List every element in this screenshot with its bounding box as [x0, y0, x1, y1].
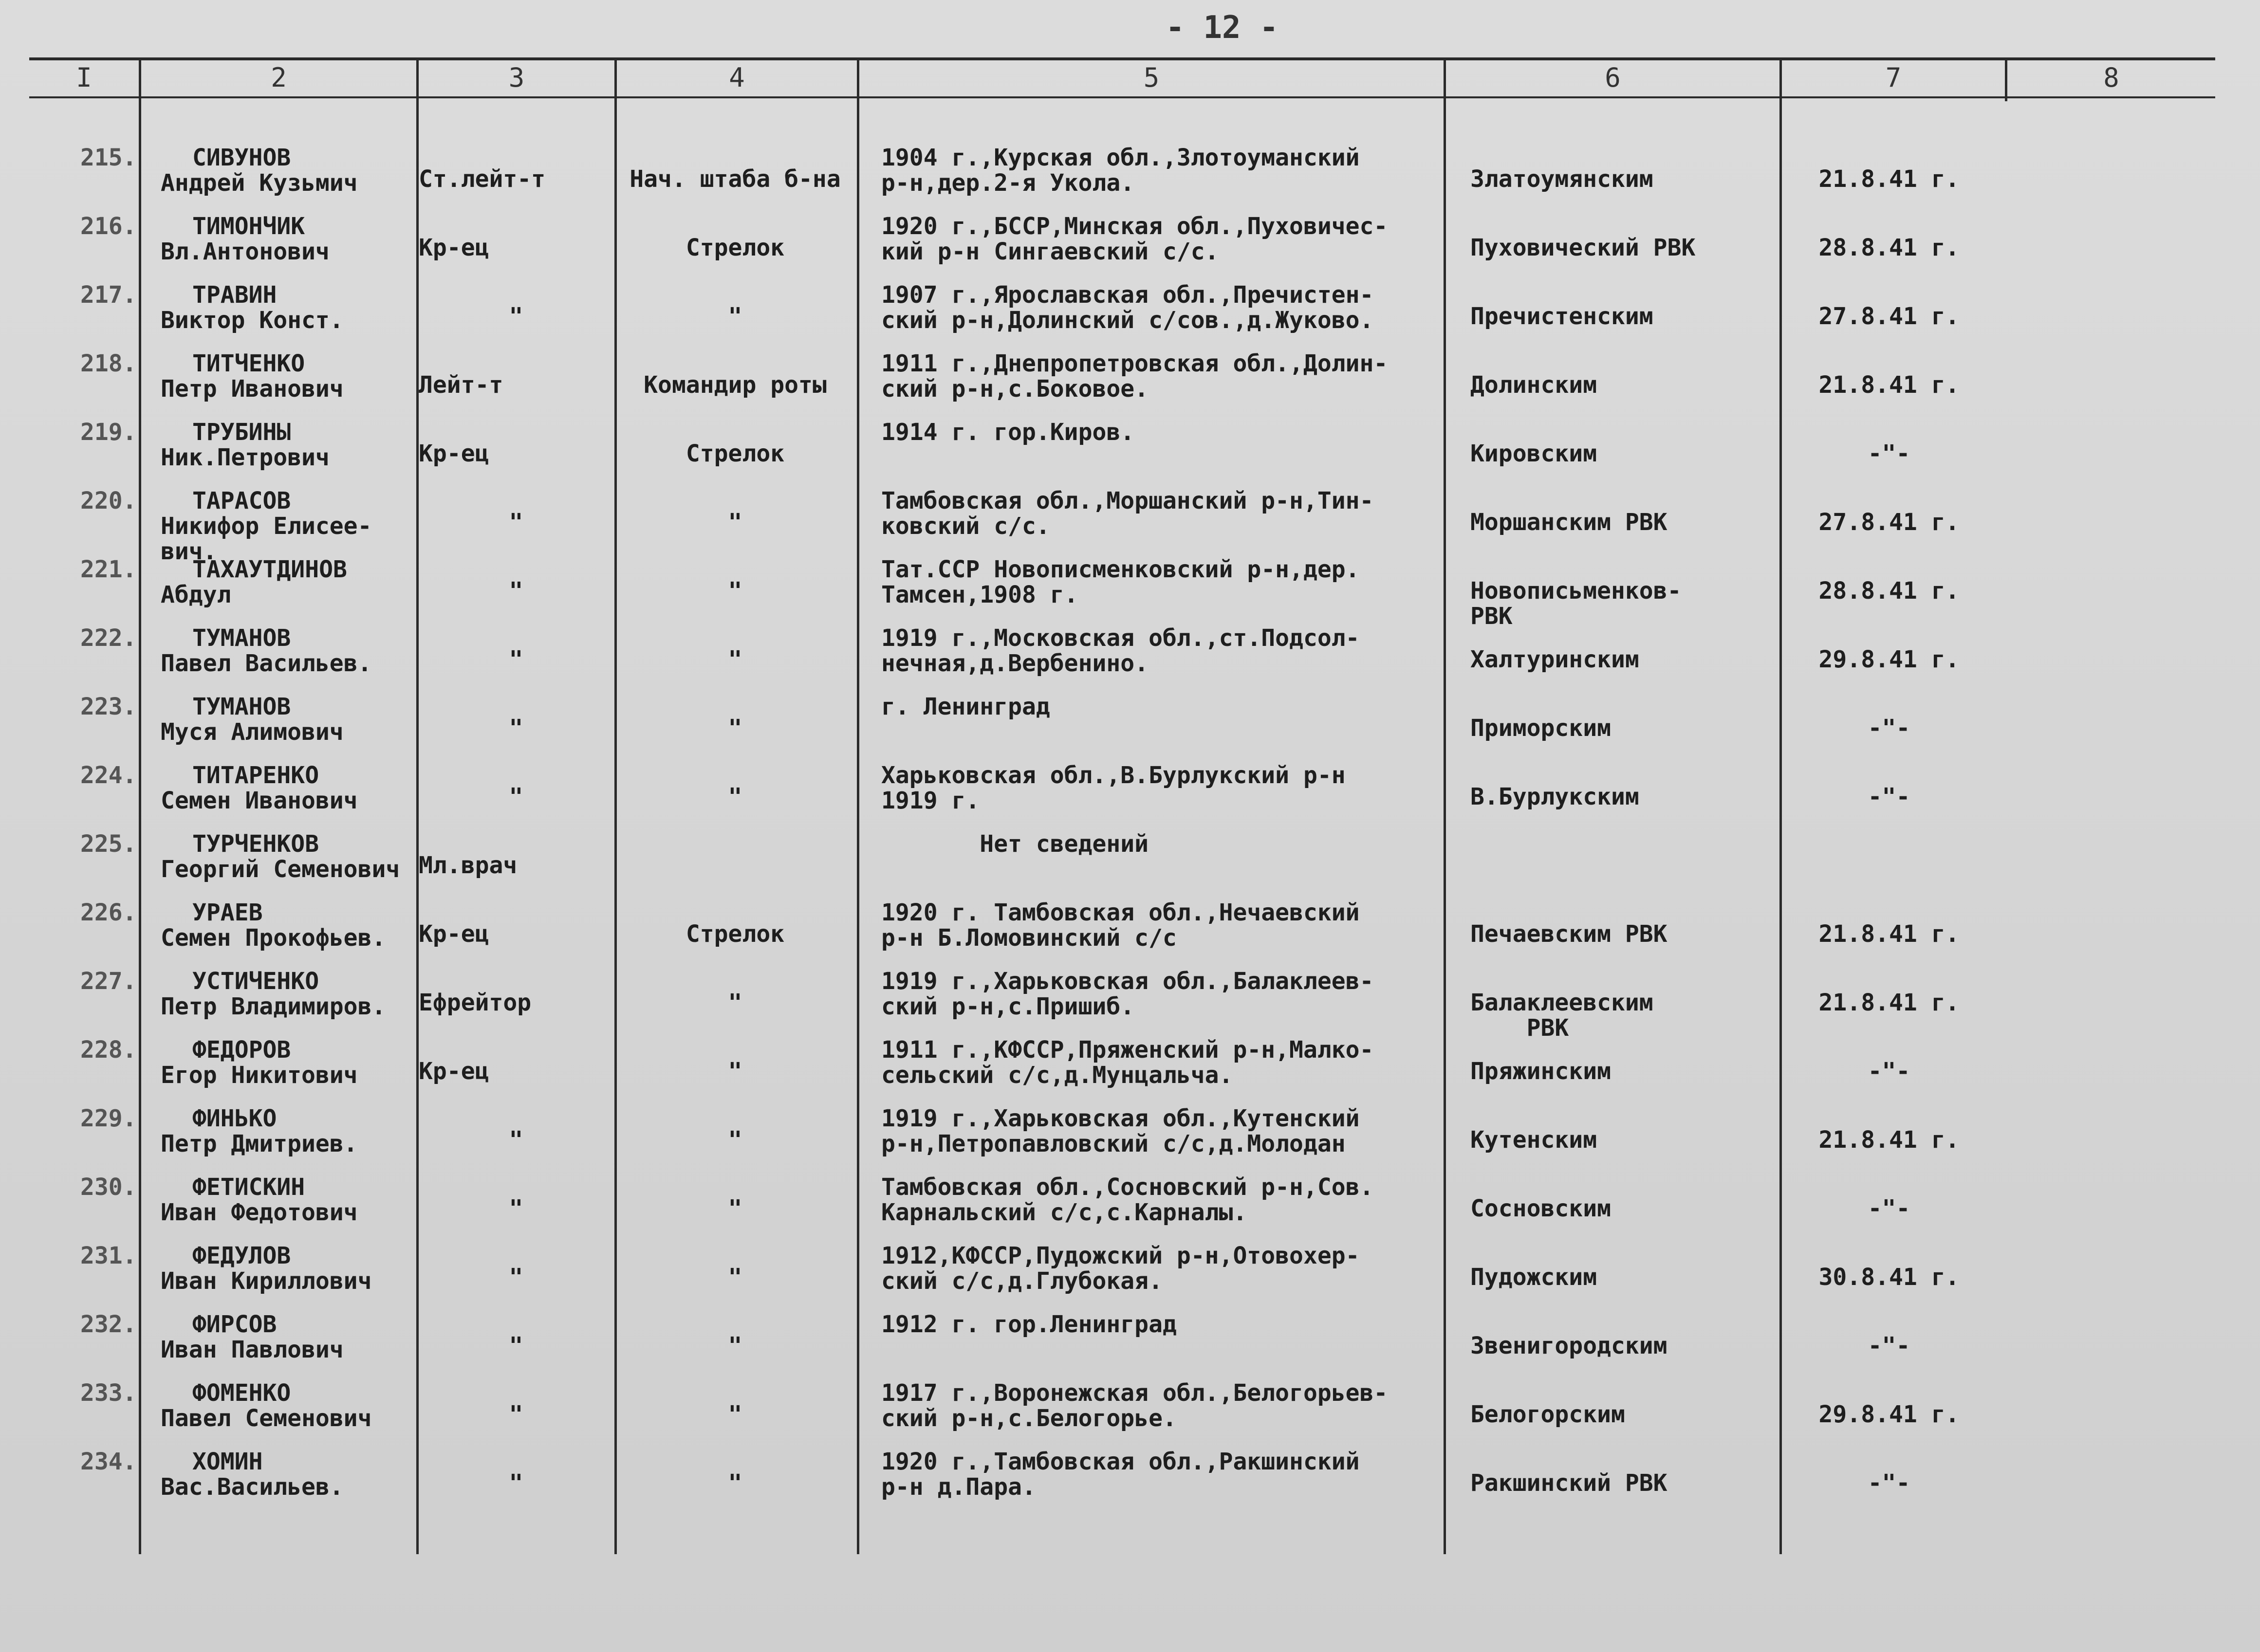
record-number: 218.: [80, 350, 137, 377]
soldier-name: [161, 1175, 424, 1225]
position: ": [728, 1058, 742, 1085]
soldier-name: [161, 1312, 424, 1362]
date: 27.8.41 г.: [1818, 303, 1960, 330]
table-row: [0, 965, 2260, 1042]
table-row: [0, 416, 2260, 484]
surname: ТИТАРЕНКО: [192, 762, 319, 789]
given-name: Павел Семенович: [161, 1405, 372, 1432]
given-name: Вл.Антонович: [161, 238, 330, 265]
military-registration-office: Кутенским: [1470, 1126, 1597, 1154]
soldier-name: [161, 1106, 424, 1156]
soldier-name: [161, 831, 424, 882]
record-number: 225.: [80, 830, 137, 858]
rank: ": [509, 646, 523, 673]
given-name: Павел Васильев.: [161, 650, 372, 677]
surname: ТАХАУТДИНОВ: [192, 556, 347, 583]
date: -"-: [1868, 1469, 1910, 1497]
given-name: Георгий Семенович: [161, 856, 400, 883]
given-name: Никифор Елисее- вич.: [161, 513, 372, 565]
table-row: [0, 827, 2260, 896]
birth-and-origin: 1919 г.,Харьковская обл.,Кутенский р-н,Петропавловский с/с,д.Молодан: [881, 1105, 1360, 1157]
position: ": [728, 715, 742, 742]
table-row: [0, 141, 2260, 210]
date: -"-: [1868, 783, 1910, 810]
given-name: Петр Дмитриев.: [161, 1130, 358, 1157]
date: -"-: [1868, 440, 1910, 467]
table-row: [0, 759, 2260, 827]
table-row: [0, 1239, 2260, 1308]
surname: ФИНЬКО: [192, 1105, 277, 1132]
position: ": [728, 1126, 742, 1154]
surname: УСТИЧЕНКО: [192, 968, 319, 995]
given-name: Муся Алимович: [161, 718, 344, 746]
surname: ТУМАНОВ: [192, 624, 291, 652]
military-registration-office: Халтуринским: [1470, 646, 1639, 673]
record-number: 221.: [80, 556, 137, 583]
rank: ": [509, 783, 523, 810]
military-registration-office: Ракшинский РВК: [1470, 1469, 1667, 1497]
position: ": [728, 1332, 742, 1359]
surname: УРАЕВ: [192, 899, 263, 926]
rank: Лейт-т: [419, 371, 503, 399]
soldier-name: [161, 282, 424, 333]
position: ": [728, 1264, 742, 1291]
birth-and-origin: 1912,КФССР,Пудожский р-н,Отовохер- ский с/с,д.Глубокая.: [881, 1242, 1360, 1295]
record-number: 232.: [80, 1311, 137, 1338]
soldier-name: [161, 763, 424, 813]
rank: ": [509, 1332, 523, 1359]
position: Стрелок: [685, 440, 785, 467]
surname: ФИРСОВ: [192, 1311, 277, 1338]
rank: ": [509, 1195, 523, 1222]
birth-and-origin: 1904 г.,Курская обл.,Злотоуманский р-н,дер.2-я Укола.: [881, 144, 1360, 197]
rank: ": [509, 1469, 523, 1497]
surname: ТРАВИН: [192, 281, 277, 309]
record-number: 215.: [80, 144, 137, 171]
date: 29.8.41 г.: [1818, 1401, 1960, 1428]
date: 28.8.41 г.: [1818, 234, 1960, 261]
date: 21.8.41 г.: [1818, 989, 1960, 1016]
given-name: Вас.Васильев.: [161, 1473, 344, 1501]
position: Командир роты: [644, 371, 827, 399]
record-number: 226.: [80, 899, 137, 926]
position: Нач. штаба б-на: [630, 165, 841, 193]
column-header: 6: [1605, 62, 1621, 93]
header-bottom-rule: [29, 96, 2215, 98]
birth-and-origin: Харьковская обл.,В.Бурлукский р-н 1919 г.: [881, 762, 1346, 814]
rank: ": [509, 509, 523, 536]
rank: ": [509, 1126, 523, 1154]
birth-and-origin: 1911 г.,КФССР,Пряженский р-н,Малко- сельский с/с,д.Мунцальча.: [881, 1036, 1374, 1089]
military-registration-office: Звенигородским: [1470, 1332, 1667, 1359]
table-row: [0, 210, 2260, 278]
military-registration-office: Пречистенским: [1470, 303, 1653, 330]
date: -"-: [1868, 715, 1910, 742]
position: ": [728, 646, 742, 673]
military-registration-office: Пряжинским: [1470, 1058, 1611, 1085]
date: 21.8.41 г.: [1818, 1126, 1960, 1154]
military-registration-office: Кировским: [1470, 440, 1597, 467]
soldier-name: [161, 214, 424, 264]
surname: ТУМАНОВ: [192, 693, 291, 720]
military-registration-office: Златоумянским: [1470, 165, 1653, 193]
record-number: 224.: [80, 762, 137, 789]
birth-and-origin: 1911 г.,Днепропетровская обл.,Долин- ский р-н,с.Боковое.: [881, 350, 1388, 403]
record-number: 220.: [80, 487, 137, 514]
soldier-name: [161, 145, 424, 196]
birth-and-origin: Тат.ССР Новописменковский р-н,дер. Тамсен,1908 г.: [881, 556, 1360, 608]
birth-and-origin: 1917 г.,Воронежская обл.,Белогорьев- ский р-н,с.Белогорье.: [881, 1379, 1388, 1432]
rank: Ефрейтор: [419, 989, 532, 1016]
rank: Кр-ец: [419, 920, 489, 948]
given-name: Ник.Петрович: [161, 444, 330, 471]
surname: ТАРАСОВ: [192, 487, 291, 514]
table-row: [0, 1102, 2260, 1171]
soldier-name: [161, 694, 424, 745]
table-row: [0, 690, 2260, 759]
column-header: 8: [2103, 62, 2119, 93]
birth-and-origin: 1919 г.,Московская обл.,ст.Подсол- нечная,д.Вербенино.: [881, 624, 1360, 677]
position: ": [728, 1401, 742, 1428]
column-header: 2: [271, 62, 287, 93]
record-number: 229.: [80, 1105, 137, 1132]
surname: ФЕДОРОВ: [192, 1036, 291, 1064]
military-registration-office: Пуховический РВК: [1470, 234, 1696, 261]
soldier-name: [161, 1449, 424, 1500]
birth-and-origin: 1920 г.,Тамбовская обл.,Ракшинский р-н д.Пара.: [881, 1448, 1360, 1501]
military-registration-office: Пудожским: [1470, 1264, 1597, 1291]
date: 28.8.41 г.: [1818, 577, 1960, 605]
table-row: [0, 1308, 2260, 1377]
military-registration-office: Печаевским РВК: [1470, 920, 1667, 948]
rank: ": [509, 1264, 523, 1291]
record-number: 222.: [80, 624, 137, 652]
record-number: 219.: [80, 419, 137, 446]
table-row: [0, 896, 2260, 965]
surname: ТИТЧЕНКО: [192, 350, 305, 377]
record-number: 223.: [80, 693, 137, 720]
rank: Кр-ец: [419, 234, 489, 261]
given-name: Егор Никитович: [161, 1062, 358, 1089]
military-registration-office: Приморским: [1470, 715, 1611, 742]
military-registration-office: Балаклеевским РВК: [1470, 989, 1653, 1042]
record-number: 228.: [80, 1036, 137, 1064]
date: 21.8.41 г.: [1818, 371, 1960, 399]
column-header: 3: [508, 62, 525, 93]
birth-and-origin: 1920 г. Тамбовская обл.,Нечаевский р-н Б.Ломовинский с/с: [881, 899, 1360, 952]
date: 21.8.41 г.: [1818, 165, 1960, 193]
position: ": [728, 509, 742, 536]
surname: ТИМОНЧИК: [192, 213, 305, 240]
soldier-name: [161, 557, 424, 607]
military-registration-office: Моршанским РВК: [1470, 509, 1667, 536]
column-header: 7: [1885, 62, 1902, 93]
table-row: [0, 1377, 2260, 1445]
table-row: [0, 622, 2260, 690]
date: 27.8.41 г.: [1818, 509, 1960, 536]
position: ": [728, 1469, 742, 1497]
position: Стрелок: [685, 234, 785, 261]
soldier-name: [161, 1243, 424, 1294]
date: -"-: [1868, 1195, 1910, 1222]
column-header: I: [76, 62, 92, 93]
table-row: [0, 347, 2260, 416]
record-number: 231.: [80, 1242, 137, 1269]
table-row: [0, 278, 2260, 347]
table-row: [0, 1171, 2260, 1239]
record-number: 234.: [80, 1448, 137, 1475]
given-name: Семен Прокофьев.: [161, 924, 386, 952]
date: -"-: [1868, 1058, 1910, 1085]
surname: ХОМИН: [192, 1448, 263, 1475]
table-row: [0, 1445, 2260, 1514]
given-name: Иван Федотович: [161, 1199, 358, 1226]
surname: ФЕДУЛОВ: [192, 1242, 291, 1269]
military-registration-office: Сосновским: [1470, 1195, 1611, 1222]
record-number: 227.: [80, 968, 137, 995]
rank: ": [509, 715, 523, 742]
date: -"-: [1868, 1332, 1910, 1359]
column-header: 4: [729, 62, 745, 93]
birth-and-origin: 1912 г. гор.Ленинград: [881, 1311, 1177, 1338]
rank: ": [509, 303, 523, 330]
page-number: - 12 -: [1166, 10, 1278, 46]
soldier-name: [161, 1380, 424, 1431]
table-row: [0, 484, 2260, 565]
rank: Кр-ец: [419, 440, 489, 467]
birth-and-origin: Тамбовская обл.,Сосновский р-н,Сов. Карнальский с/с,с.Карналы.: [881, 1174, 1374, 1226]
soldier-name: [161, 969, 424, 1019]
table-row: [0, 553, 2260, 630]
column-header: 5: [1143, 62, 1160, 93]
birth-and-origin: 1907 г.,Ярославская обл.,Пречистен- ский р-н,Долинский с/сов.,д.Жуково.: [881, 281, 1374, 334]
surname: ФОМЕНКО: [192, 1379, 291, 1407]
birth-and-origin: г. Ленинград: [881, 693, 1050, 720]
record-number: 217.: [80, 281, 137, 309]
given-name: Абдул: [161, 581, 231, 608]
position: Стрелок: [685, 920, 785, 948]
birth-and-origin: Тамбовская обл.,Моршанский р-н,Тин- ковский с/с.: [881, 487, 1374, 540]
birth-and-origin: 1914 г. гор.Киров.: [881, 419, 1135, 446]
soldier-name: [161, 625, 424, 676]
soldier-name: [161, 900, 424, 951]
given-name: Петр Иванович: [161, 375, 344, 403]
given-name: Виктор Конст.: [161, 307, 344, 334]
date: 30.8.41 г.: [1818, 1264, 1960, 1291]
rank: ": [509, 577, 523, 605]
given-name: Андрей Кузьмич: [161, 169, 358, 197]
table-row: [0, 1033, 2260, 1102]
rank: Кр-ец: [419, 1058, 489, 1085]
military-registration-office: Долинским: [1470, 371, 1597, 399]
soldier-name: [161, 420, 424, 470]
position: ": [728, 783, 742, 810]
record-number: 230.: [80, 1174, 137, 1201]
rank: Ст.лейт-т: [419, 165, 546, 193]
position: ": [728, 1195, 742, 1222]
position: ": [728, 303, 742, 330]
military-registration-office: Новописьменков- РВК: [1470, 577, 1682, 630]
date: 21.8.41 г.: [1818, 920, 1960, 948]
soldier-name: [161, 351, 424, 402]
record-number: 233.: [80, 1379, 137, 1407]
position: ": [728, 989, 742, 1016]
record-number: 216.: [80, 213, 137, 240]
given-name: Иван Павлович: [161, 1336, 344, 1363]
military-registration-office: В.Бурлукским: [1470, 783, 1639, 810]
date: 29.8.41 г.: [1818, 646, 1960, 673]
birth-and-origin: 1920 г.,БССР,Минская обл.,Пуховичес- кий р-н Сингаевский с/с.: [881, 213, 1388, 265]
surname: СИВУНОВ: [192, 144, 291, 171]
soldier-name: [161, 1037, 424, 1088]
rank: ": [509, 1401, 523, 1428]
birth-and-origin: 1919 г.,Харьковская обл.,Балаклеев- ский р-н,с.Пришиб.: [881, 968, 1374, 1020]
position: ": [728, 577, 742, 605]
surname: ФЕТИСКИН: [192, 1174, 305, 1201]
given-name: Иван Кириллович: [161, 1267, 372, 1295]
military-registration-office: Белогорским: [1470, 1401, 1625, 1428]
birth-and-origin: Нет сведений: [881, 830, 1149, 858]
given-name: Петр Владимиров.: [161, 993, 386, 1020]
given-name: Семен Иванович: [161, 787, 358, 814]
surname: ТРУБИНЫ: [192, 419, 291, 446]
surname: ТУРЧЕНКОВ: [192, 830, 319, 858]
rank: Мл.врач: [419, 852, 518, 879]
